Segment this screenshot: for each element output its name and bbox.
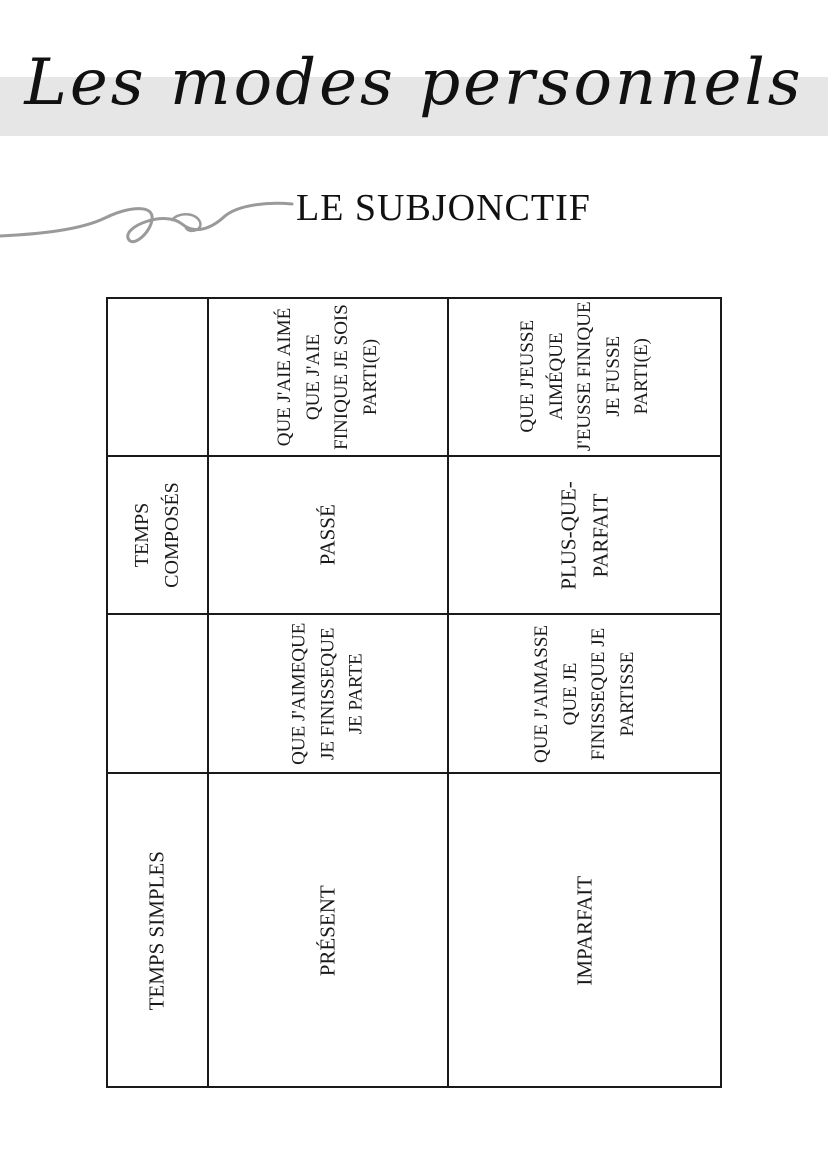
passe-examples: QUE J'AIE AIMÉ QUE J'AIE FINIQUE JE SOIS PARTI(E) bbox=[274, 303, 381, 450]
passe-examples-cell bbox=[208, 297, 448, 456]
present-examples: QUE J'AIMEQUE JE FINISSEQUE JE PARTE bbox=[288, 622, 367, 765]
plusqueparfait-label: PLUS-QUE-PARFAIT bbox=[556, 480, 612, 590]
present-label: PRÉSENT bbox=[315, 885, 340, 977]
temps-simples-cell bbox=[106, 773, 208, 1088]
passe-cell bbox=[208, 456, 448, 614]
swirl-ornament bbox=[0, 190, 300, 260]
plusqueparfait-cell bbox=[448, 456, 722, 614]
temps-composes-cell bbox=[106, 456, 208, 614]
present-examples-cell bbox=[208, 614, 448, 773]
section-subtitle: LE SUBJONCTIF bbox=[296, 187, 591, 229]
imparfait-cell bbox=[448, 773, 722, 1088]
temps-simples-label: TEMPS SIMPLES bbox=[144, 850, 169, 1011]
imparfait-examples: QUE J'AIMASSE QUE JE FINISSEQUE JE PARTISSE bbox=[531, 624, 638, 763]
page-title: Les modes personnels bbox=[24, 46, 804, 120]
plusqueparfait-examples-cell bbox=[448, 297, 722, 456]
temps-composes-label: TEMPS COMPOSÉS bbox=[131, 482, 183, 588]
imparfait-examples-cell bbox=[448, 614, 722, 773]
imparfait-label: IMPARFAIT bbox=[572, 875, 597, 986]
present-cell bbox=[208, 773, 448, 1088]
passe-label: PASSÉ bbox=[315, 504, 340, 566]
plusqueparfait-examples: QUE J'EUSSE AIMÉQUE J'EUSSE FINIQUE JE FUSSE PARTI(E) bbox=[516, 301, 652, 452]
